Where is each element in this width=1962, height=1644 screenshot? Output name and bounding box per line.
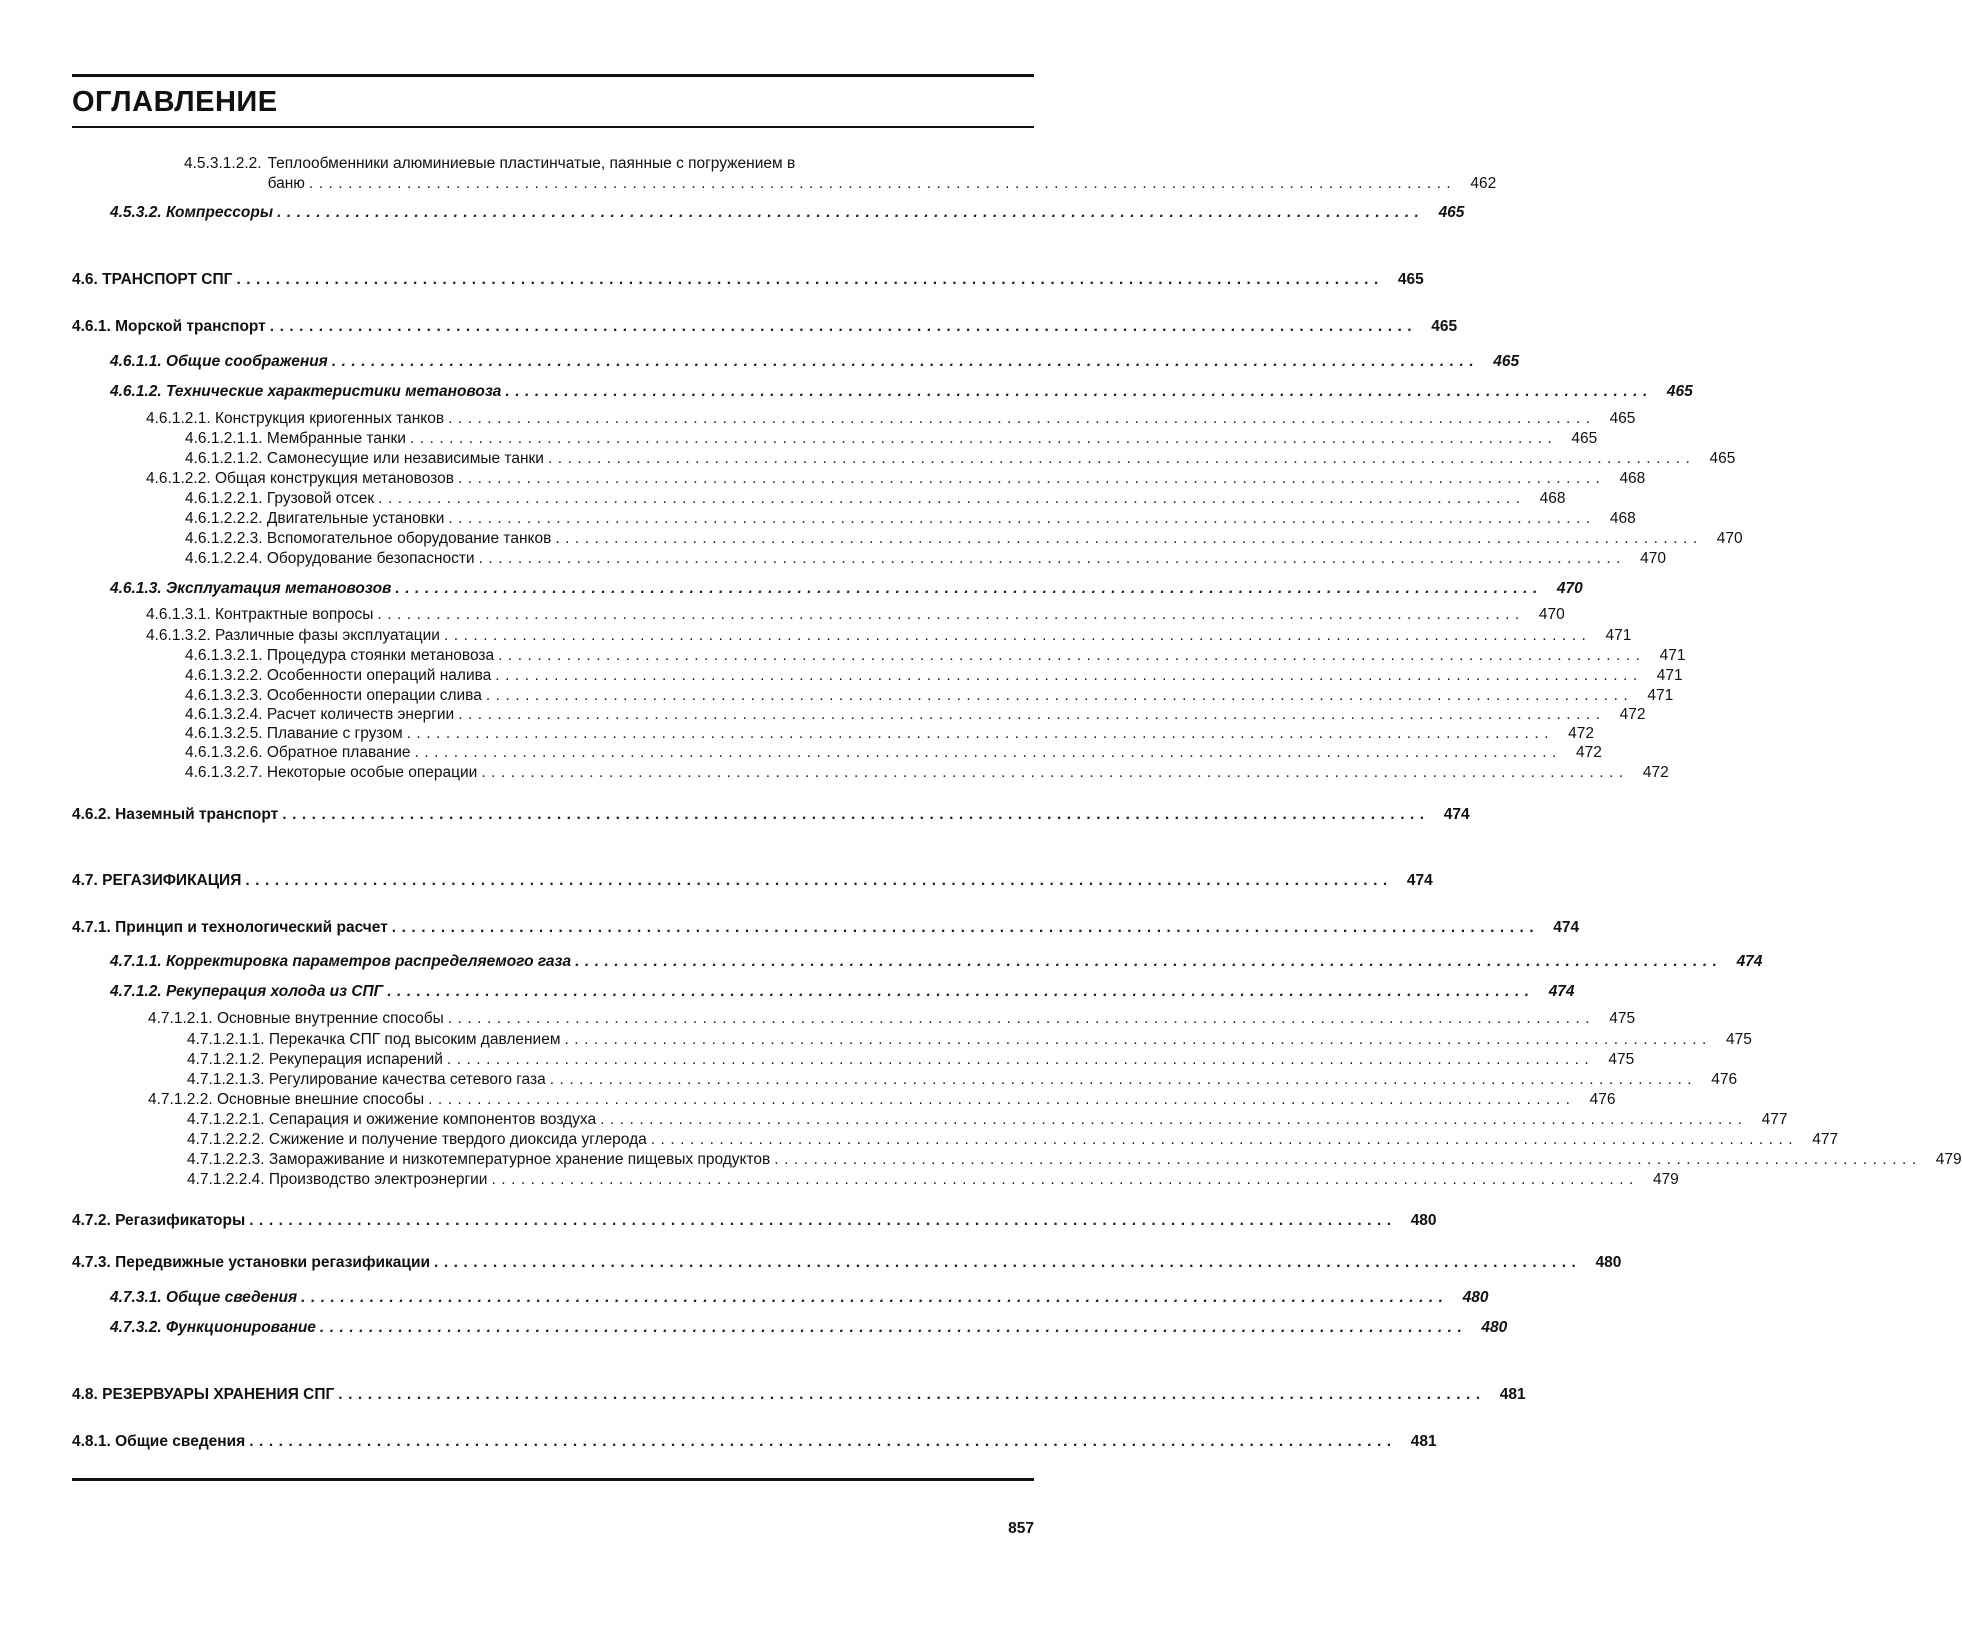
toc-entry-page: 476 <box>1711 1071 1738 1088</box>
toc-entry-title: Регазификаторы <box>115 1212 246 1229</box>
toc-entry-page: 470 <box>1716 530 1743 547</box>
toc-entry-number: 4.7.3.1. <box>110 1289 162 1306</box>
toc-entry-title: Оборудование безопасности <box>266 550 475 567</box>
toc-entry-title: Контрактные вопросы <box>214 606 374 623</box>
toc-entry-title: Наземный транспорт <box>115 806 279 823</box>
dot-leader: ..................................................................................................................... <box>308 175 1457 192</box>
toc-entry-page: 462 <box>1470 175 1497 192</box>
toc-entry-page: 465 <box>1397 271 1424 288</box>
toc-entry-number: 4.6.1.2.1.2. <box>185 450 263 467</box>
toc-entry-title: Грузовой отсек <box>266 490 375 507</box>
toc-entry-title: Эксплуатация метановозов <box>166 580 392 597</box>
toc-entry[interactable] <box>72 1050 1635 1070</box>
toc-entry[interactable] <box>72 409 1636 429</box>
toc-entry[interactable] <box>72 154 1497 194</box>
dot-leader: ..................................................................................................................... <box>491 1171 1639 1188</box>
dot-leader: ..................................................................................................................... <box>387 983 1535 1000</box>
toc-entry-number: 4.6.1.3.2.4. <box>185 706 263 723</box>
toc-entry-page: 480 <box>1595 1254 1622 1271</box>
toc-entry-number: 4.6.1.2.2.2. <box>185 510 263 527</box>
toc-entry[interactable] <box>72 1170 1679 1190</box>
toc-entry-title: РЕГАЗИФИКАЦИЯ <box>102 872 242 889</box>
toc-entry[interactable] <box>72 549 1666 569</box>
toc-entry-page: 465 <box>1431 318 1458 335</box>
toc-entry[interactable] <box>72 1110 1788 1130</box>
toc-entry-title: Передвижные установки регазификации <box>115 1254 431 1271</box>
dot-leader: ..................................................................................................................... <box>277 204 1425 221</box>
toc-entry-number: 4.7.1.2.2.3. <box>187 1151 265 1168</box>
dot-leader: ..................................................................................................................... <box>555 530 1703 547</box>
toc-entry[interactable] <box>72 579 1583 599</box>
dot-leader: ..................................................................................................................... <box>269 318 1418 335</box>
title-underline <box>72 126 1034 128</box>
toc-entry-page: 480 <box>1410 1212 1437 1229</box>
dot-leader: ..................................................................................................................... <box>377 606 1525 623</box>
toc-entry[interactable] <box>72 382 1693 402</box>
toc-entry-title: Перекачка СПГ под высоким давлением <box>268 1031 561 1048</box>
toc-entry-title: Сепарация и ожижение компонентов воздуха <box>268 1111 597 1128</box>
toc-entry-page: 468 <box>1609 510 1636 527</box>
toc-entry-number: 4.7. <box>72 872 98 889</box>
toc-entry[interactable] <box>72 270 1424 290</box>
toc-entry[interactable] <box>72 982 1575 1002</box>
toc-entry[interactable] <box>72 1150 1962 1170</box>
dot-leader: ..................................................................................................................... <box>391 919 1540 936</box>
toc-entry-title: Особенности операции слива <box>266 687 482 704</box>
toc-entry-title: Функционирование <box>166 1319 316 1336</box>
toc-entry[interactable] <box>72 705 1646 725</box>
dot-leader: ..................................................................................................................... <box>458 706 1606 723</box>
toc-entry[interactable] <box>72 1009 1636 1029</box>
toc-entry-title-continued: баню <box>267 175 305 192</box>
toc-entry-page: 470 <box>1556 580 1583 597</box>
dot-leader: ..................................................................................................................... <box>245 872 1393 889</box>
dot-leader: ..................................................................................................................... <box>505 383 1653 400</box>
toc-entry[interactable] <box>72 626 1632 646</box>
toc-entry-number: 4.7.1.2.1.1. <box>187 1031 265 1048</box>
toc-entry[interactable] <box>72 203 1465 223</box>
toc-entry-number: 4.6.1.2.1.1. <box>185 430 263 447</box>
toc-entry-number: 4.6.1.3.2.6. <box>185 744 263 761</box>
dot-leader: ..................................................................................................................... <box>448 510 1596 527</box>
dot-leader: ..................................................................................................................... <box>448 410 1596 427</box>
toc-entry[interactable] <box>72 1130 1839 1150</box>
toc-entry-page: 472 <box>1619 706 1646 723</box>
toc-entry-number: 4.7.1.2.2. <box>148 1091 213 1108</box>
toc-entry-title: РЕЗЕРВУАРЫ ХРАНЕНИЯ СПГ <box>102 1386 335 1403</box>
toc-entry-title: Конструкция криогенных танков <box>214 410 445 427</box>
toc-entry-number: 4.7.2. <box>72 1212 111 1229</box>
toc-entry-number: 4.7.1.2.1.3. <box>187 1071 265 1088</box>
toc-entry-title: Общие сведения <box>115 1433 246 1450</box>
dot-leader: ..................................................................................................................... <box>446 1051 1595 1068</box>
toc-entry-title: Общие сведения <box>166 1289 298 1306</box>
toc-entry-title: Расчет количеств энергии <box>266 706 455 723</box>
toc-entry[interactable] <box>72 429 1598 449</box>
dot-leader: ..................................................................................................................... <box>428 1091 1576 1108</box>
toc-entry-title: Различные фазы эксплуатации <box>214 627 440 644</box>
toc-entry[interactable] <box>72 449 1736 469</box>
toc-entry-number: 4.6.1.2. <box>110 383 162 400</box>
toc-entry[interactable] <box>72 1030 1752 1050</box>
toc-entry-title: Общая конструкция метановозов <box>214 470 454 487</box>
toc-entry-number: 4.6.1.3.2.7. <box>185 764 263 781</box>
toc-entry-number: 4.6.1. <box>72 318 111 335</box>
toc-entry[interactable] <box>72 805 1470 825</box>
toc-entry[interactable] <box>72 646 1686 666</box>
toc-entry-page: 465 <box>1493 353 1520 370</box>
toc-entry-title: Принцип и технологический расчет <box>115 919 388 936</box>
toc-entry[interactable] <box>72 1253 1622 1273</box>
toc-entry-number: 4.5.3.2. <box>110 204 162 221</box>
toc-entry-number: 4.6.1.3.2. <box>146 627 211 644</box>
dot-leader: ..................................................................................................................... <box>495 667 1643 684</box>
toc-entry-title: Корректировка параметров распределяемого газа <box>166 953 572 970</box>
toc-entry-page: 471 <box>1605 627 1632 644</box>
toc-entry-page: 475 <box>1725 1031 1752 1048</box>
toc-entry[interactable] <box>72 317 1458 337</box>
dot-leader: ..................................................................................................................... <box>236 271 1384 288</box>
toc-entry-title: Технические характеристики метановоза <box>166 383 502 400</box>
toc-entry-number: 4.7.1.2. <box>110 983 162 1000</box>
dot-leader: ..................................................................................................................... <box>409 430 1558 447</box>
toc-entry[interactable] <box>72 352 1520 372</box>
toc-entry-page: 468 <box>1539 490 1566 507</box>
toc-entry-title: Основные внешние способы <box>216 1091 425 1108</box>
toc-entry[interactable] <box>72 1211 1437 1231</box>
toc-entry-page: 472 <box>1575 744 1602 761</box>
toc-entry-number: 4.6.2. <box>72 806 111 823</box>
dot-leader: ..................................................................................................................... <box>485 687 1634 704</box>
toc-entry-page: 465 <box>1438 204 1465 221</box>
toc-entry-page: 475 <box>1609 1010 1636 1027</box>
dot-leader: ..................................................................................................................... <box>564 1031 1712 1048</box>
toc-entry-number: 4.6.1.3.1. <box>146 606 211 623</box>
toc-entry-page: 470 <box>1640 550 1666 567</box>
toc-entry-number: 4.7.1.1. <box>110 953 162 970</box>
toc-entry-page: 480 <box>1481 1319 1508 1336</box>
dot-leader: ..................................................................................................................... <box>547 450 1696 467</box>
toc-entry-title: Рекуперация испарений <box>268 1051 443 1068</box>
toc-entry-page: 474 <box>1736 953 1763 970</box>
toc-entry-page: 471 <box>1647 687 1674 704</box>
dot-leader: ..................................................................................................................... <box>774 1151 1922 1168</box>
toc-entry-title: Обратное плавание <box>266 744 411 761</box>
toc-entry-page: 474 <box>1548 983 1575 1000</box>
toc-entry-title: Мембранные танки <box>266 430 406 447</box>
toc-entry-title: Замораживание и низкотемпературное хранение пищевых продуктов <box>268 1151 771 1168</box>
toc-entry-number: 4.6.1.2.2.1. <box>185 490 263 507</box>
toc-entry[interactable] <box>72 743 1602 763</box>
toc-entry-number: 4.7.1.2.2.2. <box>187 1131 265 1148</box>
dot-leader: ..................................................................................................................... <box>414 744 1562 761</box>
toc-entry[interactable] <box>72 489 1566 509</box>
toc-entry-page: 465 <box>1709 450 1736 467</box>
toc-entry-title: Рекуперация холода из СПГ <box>166 983 384 1000</box>
toc-entry-page: 465 <box>1666 383 1693 400</box>
bottom-rule <box>72 1478 1034 1481</box>
dot-leader: ..................................................................................................................... <box>406 725 1554 742</box>
toc-entry-number: 4.7.1.2.1.2. <box>187 1051 265 1068</box>
toc-entry-number: 4.6.1.3.2.3. <box>185 687 263 704</box>
toc-entry-page: 474 <box>1553 919 1580 936</box>
toc-entry-number: 4.6.1.3.2.1. <box>185 647 263 664</box>
toc-entry[interactable] <box>72 1090 1616 1110</box>
toc-entry-page: 481 <box>1499 1386 1526 1403</box>
toc-entry[interactable] <box>72 763 1669 783</box>
toc-entry[interactable] <box>72 1318 1508 1338</box>
toc-entry-number: 4.6.1.2.1. <box>146 410 211 427</box>
toc-entry-number: 4.7.3. <box>72 1254 111 1271</box>
dot-leader: ..................................................................................................................... <box>249 1433 1397 1450</box>
dot-leader: ..................................................................................................................... <box>249 1212 1397 1229</box>
toc-entry-page: 470 <box>1538 606 1565 623</box>
toc-entry[interactable] <box>72 469 1646 489</box>
toc-entry-title: Морской транспорт <box>115 318 266 335</box>
toc-entry-page: 479 <box>1652 1171 1679 1188</box>
toc-entry[interactable] <box>72 1070 1738 1090</box>
toc-entry-title: Общие соображения <box>166 353 328 370</box>
toc-entry-number: 4.6.1.2.2. <box>146 470 211 487</box>
top-rule <box>72 74 1034 77</box>
page-number: 857 <box>1008 1520 1034 1537</box>
toc-entry-number: 4.5.3.1.2.2. <box>184 155 262 172</box>
toc-entry-number: 4.7.1. <box>72 919 111 936</box>
dot-leader: ..................................................................................................................... <box>395 580 1543 597</box>
dot-leader: ..................................................................................................................... <box>549 1071 1698 1088</box>
toc-entry-title: Компрессоры <box>166 204 274 221</box>
toc-entry[interactable] <box>72 686 1674 706</box>
toc-entry[interactable] <box>72 666 1683 686</box>
dot-leader: ..................................................................................................................... <box>319 1319 1468 1336</box>
toc-entry-page: 474 <box>1443 806 1470 823</box>
toc-entry-page: 465 <box>1609 410 1636 427</box>
dot-leader: ..................................................................................................................... <box>301 1289 1449 1306</box>
toc-entry-page: 477 <box>1761 1111 1788 1128</box>
dot-leader: ..................................................................................................................... <box>434 1254 1582 1271</box>
dot-leader: ..................................................................................................................... <box>331 353 1480 370</box>
toc-entry[interactable] <box>72 605 1565 625</box>
toc-entry-title: Сжижение и получение твердого диоксида углерода <box>268 1131 647 1148</box>
page-title: ОГЛАВЛЕНИЕ <box>72 86 278 118</box>
toc-entry-title: Регулирование качества сетевого газа <box>268 1071 546 1088</box>
dot-leader: ..................................................................................................................... <box>481 764 1629 781</box>
toc-entry-number: 4.7.3.2. <box>110 1319 162 1336</box>
dot-leader: ..................................................................................................................... <box>447 1010 1596 1027</box>
dot-leader: ..................................................................................................................... <box>443 627 1592 644</box>
toc-entry-page: 476 <box>1589 1091 1616 1108</box>
toc-entry[interactable] <box>72 1432 1437 1452</box>
toc-entry-number: 4.6.1.3. <box>110 580 162 597</box>
toc-entry[interactable] <box>72 871 1433 891</box>
toc-entry-number: 4.8. <box>72 1386 98 1403</box>
dot-leader: ..................................................................................................................... <box>600 1111 1748 1128</box>
toc-entry[interactable] <box>72 529 1743 549</box>
toc-entry-page: 468 <box>1619 470 1646 487</box>
toc-entry-number: 4.7.1.2.1. <box>148 1010 213 1027</box>
toc-entry-page: 479 <box>1935 1151 1962 1168</box>
dot-leader: ..................................................................................................................... <box>478 550 1626 567</box>
dot-leader: ..................................................................................................................... <box>457 470 1606 487</box>
toc-entry-title: Основные внутренние способы <box>216 1010 444 1027</box>
toc-entry-page: 472 <box>1568 725 1594 742</box>
toc-entry-number: 4.6.1.1. <box>110 353 162 370</box>
toc-entry-number: 4.6.1.3.2.5. <box>185 725 263 742</box>
toc-entry-number: 4.7.1.2.2.1. <box>187 1111 265 1128</box>
dot-leader: ..................................................................................................................... <box>498 647 1646 664</box>
toc-entry[interactable] <box>72 509 1636 529</box>
toc-entry-page: 471 <box>1656 667 1683 684</box>
toc-entry-page: 474 <box>1406 872 1433 889</box>
toc-entry-title: Процедура стоянки метановоза <box>266 647 495 664</box>
toc-entry-title: Вспомогательное оборудование танков <box>266 530 552 547</box>
toc-entry-title: Некоторые особые операции <box>266 764 478 781</box>
toc-entry-number: 4.7.1.2.2.4. <box>187 1171 265 1188</box>
toc-entry-title: Самонесущие или независимые танки <box>266 450 544 467</box>
toc-entry-number: 4.6. <box>72 271 98 288</box>
toc-entry-number: 4.6.1.2.2.4. <box>185 550 263 567</box>
toc-entry-page: 480 <box>1462 1289 1489 1306</box>
toc-entry-title: ТРАНСПОРТ СПГ <box>102 271 233 288</box>
toc-entry-number: 4.8.1. <box>72 1433 111 1450</box>
toc-entry-title: Производство электроэнергии <box>268 1171 488 1188</box>
toc-entry-page: 471 <box>1659 647 1686 664</box>
toc-entry-title: Особенности операций налива <box>266 667 492 684</box>
toc-entry-number: 4.6.1.2.2.3. <box>185 530 263 547</box>
dot-leader: ..................................................................................................................... <box>338 1386 1486 1403</box>
toc-entry-page: 465 <box>1571 430 1598 447</box>
toc-entry-page: 475 <box>1608 1051 1635 1068</box>
toc-entry-title: Теплообменники алюминиевые пластинчатые, паянные с погружением в <box>267 155 796 172</box>
toc-entry-title: Двигательные установки <box>266 510 445 527</box>
toc-entry-title: Плавание с грузом <box>266 725 403 742</box>
toc-entry-number: 4.6.1.3.2.2. <box>185 667 263 684</box>
dot-leader: ..................................................................................................................... <box>378 490 1526 507</box>
toc-entry[interactable] <box>72 1288 1489 1308</box>
toc-entry[interactable] <box>72 918 1580 938</box>
toc-entry-page: 472 <box>1642 764 1669 781</box>
toc-entry-page: 481 <box>1410 1433 1437 1450</box>
toc-entry[interactable] <box>72 952 1763 972</box>
dot-leader: ..................................................................................................................... <box>575 953 1723 970</box>
toc-entry-page: 477 <box>1812 1131 1839 1148</box>
toc-entry[interactable] <box>72 724 1594 744</box>
dot-leader: ..................................................................................................................... <box>650 1131 1799 1148</box>
toc-entry[interactable] <box>72 1385 1526 1405</box>
dot-leader: ..................................................................................................................... <box>282 806 1430 823</box>
